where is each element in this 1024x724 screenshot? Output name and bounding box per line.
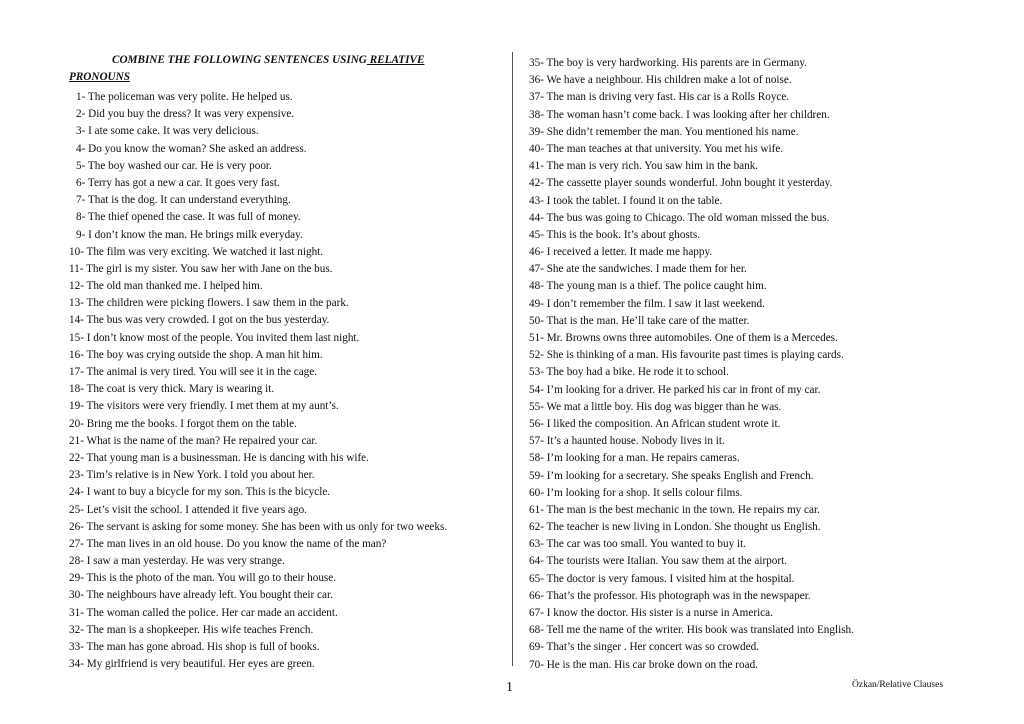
exercise-item: 30- The neighbours have already left. You bought their car.: [69, 589, 333, 602]
exercise-item: 64- The tourists were Italian. You saw them at the airport.: [529, 555, 787, 568]
exercise-item: 45- This is the book. It’s about ghosts.: [529, 228, 701, 241]
exercise-item: 15- I don’t know most of the people. You invited them last night.: [69, 331, 360, 344]
exercise-item: 68- Tell me the name of the writer. His book was translated into English.: [529, 624, 854, 637]
exercise-item: 49- I don’t remember the film. I saw it last weekend.: [529, 297, 765, 310]
exercise-item: 9- I don’t know the man. He brings milk everyday.: [76, 228, 303, 241]
exercise-item: 8- The thief opened the case. It was full of money.: [76, 211, 301, 224]
exercise-item: 31- The woman called the police. Her car made an accident.: [69, 606, 338, 619]
exercise-item: 43- I took the tablet. I found it on the table.: [529, 194, 723, 207]
exercise-item: 28- I saw a man yesterday. He was very strange.: [69, 555, 285, 568]
exercise-item: 50- That is the man. He’ll take care of the matter.: [529, 314, 750, 327]
worksheet-title-continuation: PRONOUNS: [69, 71, 130, 83]
exercise-item: 34- My girlfriend is very beautiful. Her eyes are green.: [69, 658, 315, 671]
exercise-item: 46- I received a letter. It made me happy.: [529, 246, 713, 259]
exercise-item: 48- The young man is a thief. The police caught him.: [529, 280, 767, 293]
exercise-item: 3- I ate some cake. It was very delicious.: [76, 125, 259, 138]
exercise-item: 35- The boy is very hardworking. His parents are in Germany.: [529, 57, 808, 69]
exercise-item: 13- The children were picking flowers. I saw them in the park.: [69, 297, 349, 310]
exercise-item: 16- The boy was crying outside the shop. A man hit him.: [69, 348, 323, 361]
exercise-item: 62- The teacher is new living in London. She thought us English.: [529, 521, 821, 534]
exercise-item: 11- The girl is my sister. You saw her with Jane on the bus.: [69, 262, 333, 275]
exercise-item: 65- The doctor is very famous. I visited him at the hospital.: [529, 572, 795, 585]
exercise-item: 21- What is the name of the man? He repaired your car.: [69, 434, 318, 447]
exercise-item: 56- I liked the composition. An African student wrote it.: [529, 417, 781, 430]
exercise-item: 53- The boy had a bike. He rode it to school.: [529, 366, 729, 379]
exercise-item: 6- Terry has got a new a car. It goes very fast.: [76, 176, 280, 189]
exercise-item: 58- I’m looking for a man. He repairs cameras.: [529, 452, 740, 465]
exercise-item: 66- That’s the professor. His photograph was in the newspaper.: [529, 589, 811, 602]
exercise-item: 19- The visitors were very friendly. I met them at my aunt’s.: [69, 400, 339, 413]
exercise-item: 69- That’s the singer . Her concert was so crowded.: [529, 641, 759, 654]
exercise-item: 22- That young man is a businessman. He is dancing with his wife.: [69, 451, 369, 464]
exercise-item: 63- The car was too small. You wanted to buy it.: [529, 538, 746, 551]
exercise-item: 18- The coat is very thick. Mary is wearing it.: [69, 383, 275, 396]
exercise-item: 20- Bring me the books. I forgot them on the table.: [69, 417, 297, 430]
footer-credit: Özkan/Relative Clauses: [852, 680, 944, 690]
worksheet-title: [112, 54, 512, 66]
exercise-item: 70- He is the man. His car broke down on the road.: [529, 658, 758, 671]
exercise-item: 2- Did you buy the dress? It was very expensive.: [76, 108, 295, 121]
exercise-item: 40- The man teaches at that university. You met his wife.: [529, 142, 784, 155]
exercise-item: 25- Let’s visit the school. I attended it five years ago.: [69, 503, 307, 516]
exercise-item: 51- Mr. Browns owns three automobiles. One of them is a Mercedes.: [529, 332, 838, 344]
column-divider: [512, 52, 513, 666]
exercise-item: 52- She is thinking of a man. His favourite past times is playing cards.: [529, 349, 844, 362]
exercise-item: 38- The woman hasn’t come back. I was looking after her children.: [529, 108, 830, 121]
exercise-item: 1- The policeman was very polite. He helped us.: [76, 91, 293, 103]
exercise-item: 7- That is the dog. It can understand everything.: [76, 194, 291, 207]
exercise-item: 57- It’s a haunted house. Nobody lives in it.: [529, 435, 725, 448]
exercise-item: 4- Do you know the woman? She asked an address.: [76, 142, 307, 155]
exercise-item: 5- The boy washed our car. He is very poor.: [76, 159, 272, 172]
title-text: COMBINE THE FOLLOWING SENTENCES USING: [112, 54, 367, 66]
exercise-item: 55- We mat a little boy. His dog was bigger than he was.: [529, 400, 782, 413]
exercise-item: 33- The man has gone abroad. His shop is full of books.: [69, 641, 320, 653]
exercise-item: 14- The bus was very crowded. I got on the bus yesterday.: [69, 314, 330, 327]
right-exercise-list: [529, 55, 949, 674]
exercise-item: 10- The film was very exciting. We watched it last night.: [69, 245, 324, 258]
exercise-item: 12- The old man thanked me. I helped him.: [69, 280, 263, 293]
exercise-item: 37- The man is driving very fast. His car is a Rolls Royce.: [529, 91, 790, 104]
exercise-item: 39- She didn’t remember the man. You mentioned his name.: [529, 125, 799, 138]
exercise-item: 27- The man lives in an old house. Do you know the name of the man?: [69, 537, 387, 550]
exercise-item: 17- The animal is very tired. You will see it in the cage.: [69, 366, 318, 378]
exercise-item: 60- I’m looking for a shop. It sells colour films.: [529, 486, 743, 499]
left-exercise-list: [69, 89, 509, 673]
exercise-item: 47- She ate the sandwiches. I made them for her.: [529, 263, 747, 276]
exercise-item: 61- The man is the best mechanic in the town. He repairs my car.: [529, 503, 820, 516]
exercise-item: 26- The servant is asking for some money. She has been with us only for two weeks.: [69, 520, 448, 533]
exercise-item: 29- This is the photo of the man. You will go to their house.: [69, 572, 337, 585]
exercise-item: 23- Tim’s relative is in New York. I told you about her.: [69, 469, 315, 482]
exercise-item: 41- The man is very rich. You saw him in the bank.: [529, 160, 759, 173]
exercise-item: 54- I’m looking for a driver. He parked his car in front of my car.: [529, 383, 821, 396]
title-underlined-text: RELATIVE: [366, 54, 425, 66]
exercise-item: 42- The cassette player sounds wonderful. John bought it yesterday.: [529, 177, 833, 190]
exercise-item: 24- I want to buy a bicycle for my son. This is the bicycle.: [69, 486, 331, 499]
exercise-item: 59- I’m looking for a secretary. She speaks English and French.: [529, 469, 814, 482]
page-number: 1: [506, 680, 513, 695]
exercise-item: 67- I know the doctor. His sister is a nurse in America.: [529, 607, 773, 619]
exercise-item: 36- We have a neighbour. His children make a lot of noise.: [529, 74, 792, 87]
exercise-item: 44- The bus was going to Chicago. The old woman missed the bus.: [529, 211, 830, 224]
exercise-item: 32- The man is a shopkeeper. His wife teaches French.: [69, 623, 314, 636]
